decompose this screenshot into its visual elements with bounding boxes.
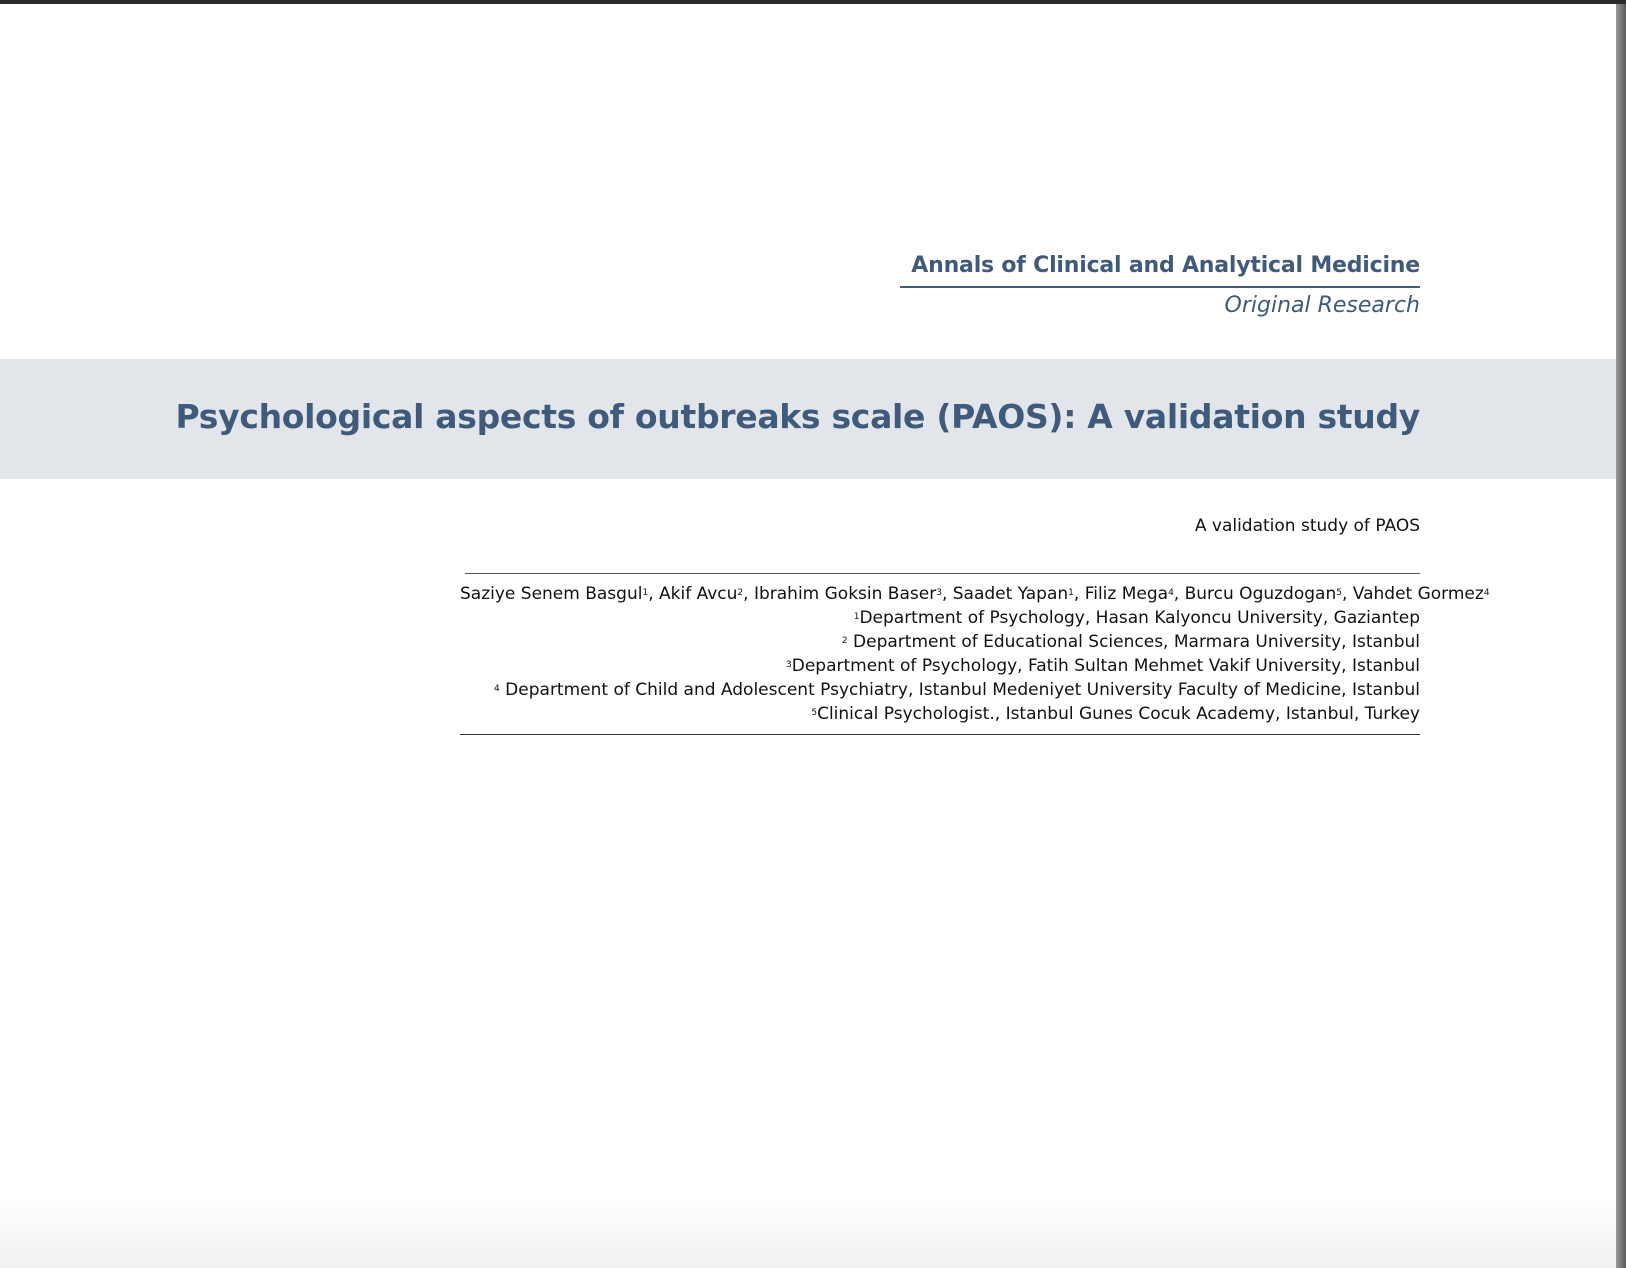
affiliation: $^4$ Department of Child and Adolescent Psychiatry, Istanbul Medeniyet University Faculty of Medicine, Istanbul [494,680,1420,700]
running-title: A validation study of PAOS [1194,516,1420,536]
journal-name: Annals of Clinical and Analytical Medicine [911,253,1420,278]
author: Filiz Mega$^4$, [1084,584,1185,604]
author-divider-bottom [460,734,1420,735]
journal-header [900,252,1420,320]
page-bottom-shade [0,1198,1616,1268]
author: Burcu Oguzdogan$^5$, [1184,584,1353,604]
author-divider-top [465,573,1420,574]
viewer-scroll-edge [1616,4,1626,1268]
affiliation: $^2$ Department of Educational Sciences, Marmara University, Istanbul [841,632,1420,652]
affiliation: $^1$Department of Psychology, Hasan Kalyoncu University, Gaziantep [853,608,1420,628]
affiliation: $^3$Department of Psychology, Fatih Sultan Mehmet Vakif University, Istanbul [786,656,1420,676]
author-list [460,582,1490,606]
affiliation: $^5$Clinical Psychologist., Istanbul Gunes Cocuk Academy, Istanbul, Turkey [811,704,1420,724]
article-type: Original Research [1224,293,1420,318]
author: Akif Avcu$^2$, [659,584,754,604]
author: Ibrahim Goksin Baser$^3$, [753,584,953,604]
author: Vahdet Gormez$^4$ [1352,584,1490,604]
author: Saadet Yapan$^1$, [952,584,1085,604]
title-band [0,359,1616,479]
journal-divider [900,286,1420,288]
pdf-page [0,4,1616,1268]
author-block [460,573,1490,735]
article-title: Psychological aspects of outbreaks scale (PAOS): A validation study [175,397,1420,436]
author: Saziye Senem Basgul$^1$, [460,584,659,604]
